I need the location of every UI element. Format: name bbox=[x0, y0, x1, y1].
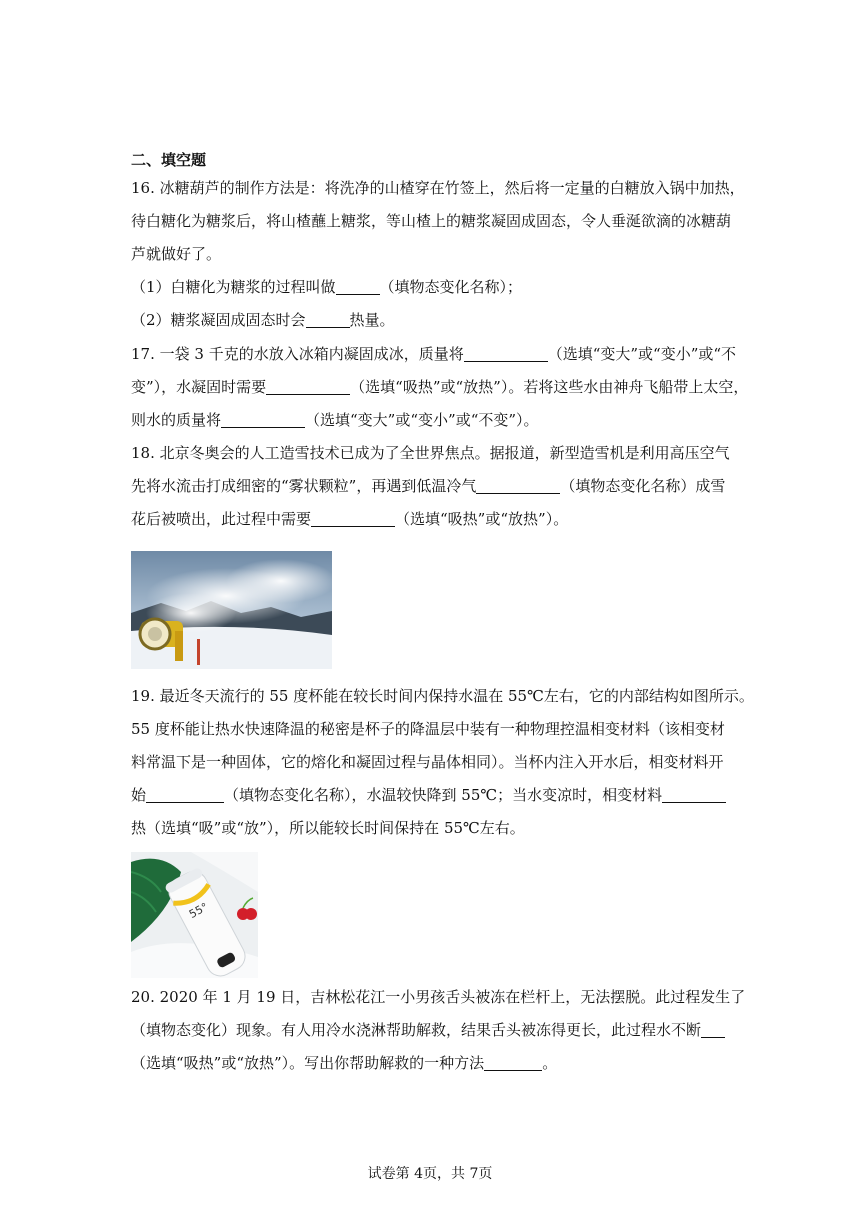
cup-photo bbox=[131, 852, 258, 978]
q18-line-1: 18. 北京冬奥会的人工造雪技术已成为了全世界焦点。据报道，新型造雪机是利用高压空气 bbox=[131, 444, 730, 462]
q17-line-1 bbox=[131, 338, 737, 371]
q19-line-4-text-b: （填物态变化名称），水温较快降到 55℃；当水变凉时，相变材料 bbox=[224, 786, 663, 804]
question-20 bbox=[131, 981, 746, 1080]
question-17 bbox=[131, 338, 749, 437]
q16-sub-2-text-a: （2）糖浆凝固成固态时会 bbox=[131, 311, 306, 329]
q17-line-1-text-b: （选填“变大”或“变小”或“不 bbox=[547, 345, 737, 363]
q16-sub-1-text-a: （1）白糖化为糖浆的过程叫做 bbox=[131, 278, 336, 296]
q17-line-2-text-b: （选填“吸热”或“放热”）。若将这些水由神舟飞船带上太空， bbox=[350, 378, 749, 396]
q17-line-3 bbox=[131, 404, 733, 437]
q17-line-1-text-a: 17. 一袋 3 千克的水放入冰箱内凝固成冰，质量将 bbox=[131, 345, 464, 363]
cup-55-label: 55° bbox=[186, 900, 211, 921]
answer-blank[interactable] bbox=[306, 309, 350, 328]
q20-line-2-text-a: （填物态变化）现象。有人用冷水浇淋帮助解救，结果舌头被冻得更长，此过程水不断 bbox=[131, 1021, 702, 1039]
q18-line-3 bbox=[131, 503, 733, 536]
q16-sub-2 bbox=[131, 304, 733, 337]
q18-line-3-text-a: 花后被喷出，此过程中需要 bbox=[131, 510, 312, 528]
q16-line-1: 16. 冰糖葫芦的制作方法是：将洗净的山楂穿在竹签上，然后将一定量的白糖放入锅中加热， bbox=[131, 179, 745, 197]
q20-line-3-text-b: 。 bbox=[542, 1054, 558, 1072]
q18-line-2-text-a: 先将水流击打成细密的“雾状颗粒”，再遇到低温冷气 bbox=[131, 477, 477, 495]
q20-line-1: 20. 2020 年 1 月 19 日，吉林松花江一小男孩舌头被冻在栏杆上，无法摆脱。此过程发生了 bbox=[131, 988, 746, 1006]
answer-blank[interactable] bbox=[311, 508, 395, 527]
answer-blank[interactable] bbox=[266, 376, 350, 395]
q18-line-3-text-b: （选填“吸热”或“放热”）。 bbox=[395, 510, 569, 528]
section-title: 二、填空题 bbox=[131, 151, 207, 169]
snow-machine-illustration bbox=[131, 551, 332, 669]
q19-line-2: 55 度杯能让热水快速降温的秘密是杯子的降温层中装有一种物理控温相变材料（该相变材 bbox=[131, 720, 725, 738]
answer-blank[interactable] bbox=[464, 343, 548, 362]
question-18 bbox=[131, 437, 733, 536]
q20-line-3 bbox=[131, 1047, 733, 1080]
cup-illustration bbox=[131, 852, 258, 978]
answer-blank[interactable] bbox=[146, 784, 224, 803]
question-16 bbox=[131, 172, 745, 337]
q18-line-2-text-b: （填物态变化名称）成雪 bbox=[560, 477, 726, 495]
snow-machine-photo bbox=[131, 551, 332, 669]
answer-blank[interactable] bbox=[336, 276, 380, 295]
q16-sub-2-text-b: 热量。 bbox=[349, 311, 395, 329]
q19-line-4 bbox=[131, 779, 733, 812]
question-19 bbox=[131, 680, 754, 845]
answer-blank[interactable] bbox=[484, 1052, 542, 1071]
answer-blank[interactable] bbox=[662, 784, 726, 803]
answer-blank[interactable] bbox=[476, 475, 560, 494]
q17-line-2 bbox=[131, 371, 749, 404]
q20-line-3-text-a: （选填“吸热”或“放热”）。写出你帮助解救的一种方法 bbox=[131, 1054, 485, 1072]
q19-line-1: 19. 最近冬天流行的 55 度杯能在较长时间内保持水温在 55℃左右，它的内部结构如图所示。 bbox=[131, 687, 754, 705]
q16-sub-1-text-b: （填物态变化名称）； bbox=[379, 278, 523, 296]
q16-sub-1 bbox=[131, 271, 733, 304]
q19-line-3: 料常温下是一种固体，它的熔化和凝固过程与晶体相同）。当杯内注入开水后，相变材料开 bbox=[131, 753, 724, 771]
q19-line-4-text-a: 始 bbox=[131, 786, 147, 804]
q17-line-3-text-a: 则水的质量将 bbox=[131, 411, 222, 429]
q18-line-2 bbox=[131, 470, 733, 503]
q20-line-2 bbox=[131, 1014, 733, 1047]
q16-line-2: 待白糖化为糖浆后，将山楂蘸上糖浆，等山楂上的糖浆凝固成固态，令人垂涎欲滴的冰糖葫 bbox=[131, 212, 732, 230]
answer-blank[interactable] bbox=[221, 409, 305, 428]
answer-blank[interactable] bbox=[701, 1019, 725, 1038]
q17-line-3-text-b: （选填“变大”或“变小”或“不变”）。 bbox=[305, 411, 539, 429]
page-footer: 试卷第 4页，共 7页 bbox=[367, 1166, 493, 1182]
q16-line-3: 芦就做好了。 bbox=[131, 245, 222, 263]
q17-line-2-text-a: 变”），水凝固时需要 bbox=[131, 378, 267, 396]
q19-line-5: 热（选填“吸”或“放”），所以能较长时间保持在 55℃左右。 bbox=[131, 819, 525, 837]
